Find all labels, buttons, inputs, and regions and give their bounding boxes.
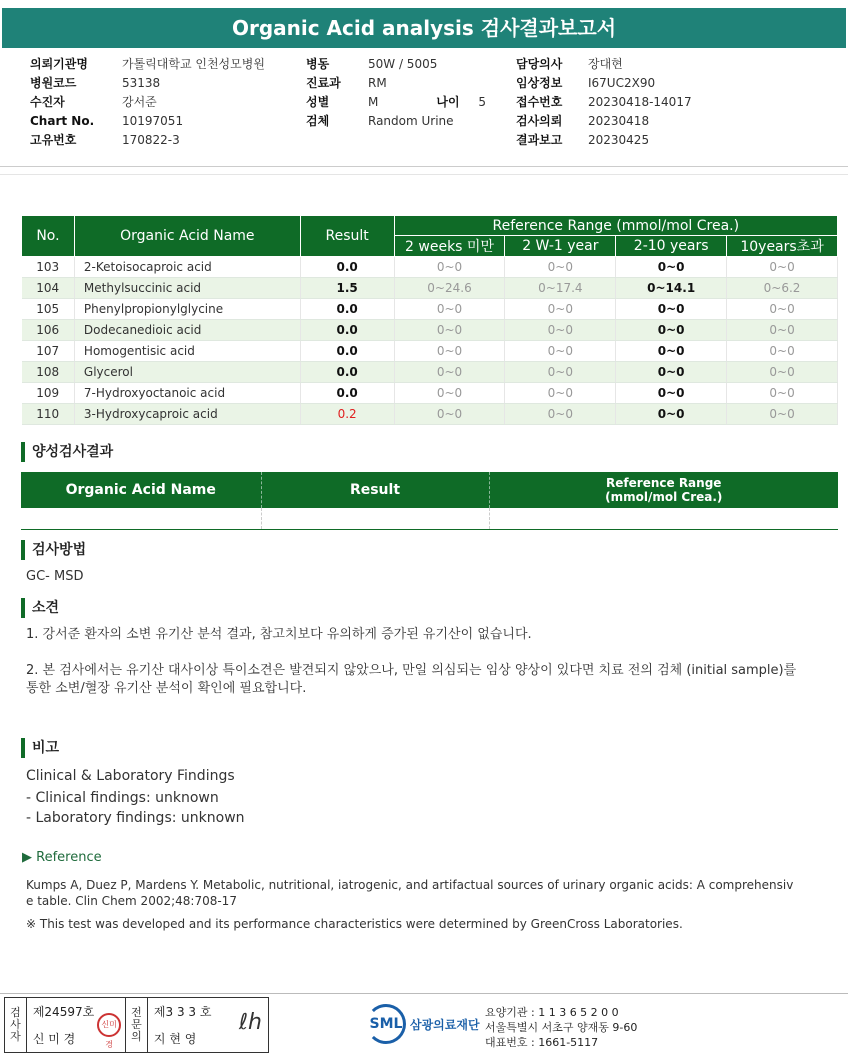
age-value: 5	[478, 95, 486, 109]
cell-range: 0~0	[727, 404, 838, 425]
pos-header-ref-line2: (mmol/mol Crea.)	[605, 490, 723, 504]
method-text: GC- MSD	[26, 569, 84, 584]
info-value: 53138	[122, 76, 161, 90]
empty-cell	[261, 508, 489, 529]
header-reference: Reference Range (mmol/mol Crea.)	[394, 216, 837, 236]
cell-range: 0~0	[616, 257, 727, 278]
findings-line2	[26, 662, 836, 698]
results-table	[21, 215, 838, 425]
cell-no: 108	[22, 362, 75, 383]
cell-name: Homogentisic acid	[74, 341, 300, 362]
cell-result: 0.0	[300, 383, 394, 404]
sig-label-char: 자	[10, 1030, 21, 1043]
cell-range: 0~0	[727, 362, 838, 383]
pos-header-reference	[489, 472, 838, 508]
section-method-title: 검사방법	[21, 540, 86, 560]
remarks-line2: - Clinical findings: unknown	[26, 790, 219, 806]
info-label: 임상정보	[516, 76, 563, 90]
lab-address	[485, 1005, 637, 1050]
reference-title: ▶ Reference	[22, 850, 102, 865]
info-label: 의뢰기관명	[30, 57, 88, 71]
cell-result-high: 0.2	[300, 404, 394, 425]
footer-divider	[0, 993, 848, 994]
sig-label-char: 전	[131, 1006, 142, 1019]
pos-header-ref-line1: Reference Range	[606, 476, 722, 490]
sig-block-specialist	[148, 998, 268, 1052]
sig-name: 신 미 경	[32, 1032, 76, 1046]
section-positive-title: 양성검사결과	[21, 442, 113, 462]
cell-no: 109	[22, 383, 75, 404]
cell-result: 0.0	[300, 257, 394, 278]
info-value: 강서준	[122, 95, 157, 109]
info-label: 결과보고	[516, 133, 563, 147]
empty-cell	[21, 508, 261, 529]
table-row	[22, 278, 838, 299]
info-value: M	[368, 95, 379, 109]
signature-box	[4, 997, 269, 1053]
sig-license-no: 제24597호	[32, 1005, 95, 1019]
cell-range: 0~0	[394, 320, 505, 341]
cell-range: 0~0	[727, 383, 838, 404]
header-range-3: 2-10 years	[616, 236, 727, 257]
addr-line: 요양기관 : 1 1 3 6 5 2 0 0	[485, 1006, 619, 1019]
cell-range: 0~0	[394, 383, 505, 404]
info-label: 진료과	[306, 76, 341, 90]
cell-range: 0~0	[505, 299, 616, 320]
info-label: 고유번호	[30, 133, 77, 147]
header-range-4: 10years초과	[727, 236, 838, 257]
cell-range: 0~0	[505, 383, 616, 404]
cell-name: 7-Hydroxyoctanoic acid	[74, 383, 300, 404]
cell-range: 0~0	[394, 404, 505, 425]
remarks-line1: Clinical & Laboratory Findings	[26, 768, 235, 784]
divider	[0, 174, 848, 175]
logo-text: 삼광의료재단	[410, 1017, 480, 1032]
sml-logo	[366, 1004, 480, 1044]
cell-range: 0~0	[394, 362, 505, 383]
table-row	[22, 383, 838, 404]
info-label: 병원코드	[30, 76, 77, 90]
age-label: 나이	[436, 95, 460, 109]
findings-line1: 1. 강서준 환자의 소변 유기산 분석 결과, 참고치보다 유의하게 증가된 유기산이 없습니다.	[26, 627, 532, 642]
header-range-1: 2 weeks 미만	[394, 236, 505, 257]
cell-no: 103	[22, 257, 75, 278]
cell-result: 1.5	[300, 278, 394, 299]
cell-range: 0~0	[616, 341, 727, 362]
sig-name: 지 현 영	[153, 1032, 197, 1046]
info-value: 50W / 5005	[368, 57, 438, 71]
cell-range: 0~0	[505, 404, 616, 425]
seal-stamp: 신미경	[97, 1013, 121, 1037]
pos-header-name: Organic Acid Name	[21, 472, 261, 508]
empty-cell	[489, 508, 838, 529]
sig-label-char: 검	[10, 1006, 21, 1019]
header-no: No.	[22, 216, 75, 257]
addr-line: 대표번호 : 1661-5117	[485, 1036, 599, 1049]
cell-no: 104	[22, 278, 75, 299]
cell-result: 0.0	[300, 299, 394, 320]
sig-block-inspector	[27, 998, 126, 1052]
cell-name: Dodecanedioic acid	[74, 320, 300, 341]
info-value: 20230425	[588, 133, 650, 147]
table-row	[22, 404, 838, 425]
cell-range: 0~0	[394, 257, 505, 278]
cell-no: 110	[22, 404, 75, 425]
cell-range: 0~0	[727, 257, 838, 278]
header-range-2: 2 W-1 year	[505, 236, 616, 257]
info-label: 담당의사	[516, 57, 563, 71]
info-value: 장대현	[588, 57, 623, 71]
cell-range: 0~6.2	[727, 278, 838, 299]
header-name: Organic Acid Name	[74, 216, 300, 257]
cell-result: 0.0	[300, 341, 394, 362]
cell-range: 0~0	[616, 320, 727, 341]
cell-range: 0~0	[616, 404, 727, 425]
info-value: I67UC2X90	[588, 76, 656, 90]
remarks-text	[26, 766, 245, 828]
cell-no: 107	[22, 341, 75, 362]
cell-range: 0~0	[727, 320, 838, 341]
cell-range: 0~0	[505, 341, 616, 362]
signature-scribble-icon: ℓh	[238, 1010, 262, 1035]
info-value: 170822-3	[122, 133, 180, 147]
cell-name: Phenylpropionylglycine	[74, 299, 300, 320]
section-remarks-title: 비고	[21, 738, 59, 758]
cell-name: Glycerol	[74, 362, 300, 383]
cell-range: 0~0	[505, 362, 616, 383]
table-row	[21, 508, 838, 529]
cell-range: 0~0	[727, 341, 838, 362]
cell-range: 0~0	[616, 299, 727, 320]
info-value: RM	[368, 76, 387, 90]
sig-label-specialist	[126, 998, 148, 1052]
table-row	[22, 341, 838, 362]
header-result: Result	[300, 216, 394, 257]
cell-no: 105	[22, 299, 75, 320]
info-label: Chart No.	[30, 114, 95, 128]
cell-range: 0~17.4	[505, 278, 616, 299]
info-label: 검사의뢰	[516, 114, 563, 128]
divider	[0, 166, 848, 167]
info-value: 20230418-14017	[588, 95, 692, 109]
cell-no: 106	[22, 320, 75, 341]
reference-note: ※ This test was developed and its performance characteristics were determined by GreenCross Laboratories.	[26, 917, 683, 931]
cell-result: 0.0	[300, 362, 394, 383]
table-row	[22, 362, 838, 383]
cell-name: 3-Hydroxycaproic acid	[74, 404, 300, 425]
cell-range: 0~0	[394, 341, 505, 362]
patient-info-col1	[30, 55, 265, 150]
info-label: 성별	[306, 95, 330, 109]
cell-range: 0~0	[394, 299, 505, 320]
cell-result: 0.0	[300, 320, 394, 341]
findings-line2b: 통한 소변/혈장 유기산 분석이 확인에 필요합니다.	[26, 681, 307, 696]
info-value: 20230418	[588, 114, 650, 128]
section-findings-title: 소견	[21, 598, 59, 618]
info-label: 병동	[306, 57, 330, 71]
table-row	[22, 257, 838, 278]
info-value: Random Urine	[368, 114, 454, 128]
cell-range: 0~0	[727, 299, 838, 320]
positive-results-table	[21, 472, 838, 530]
table-row	[22, 320, 838, 341]
info-value: 가톨릭대학교 인천성모병원	[122, 57, 265, 71]
pos-header-result: Result	[261, 472, 489, 508]
remarks-line3: - Laboratory findings: unknown	[26, 810, 245, 826]
cell-range: 0~14.1	[616, 278, 727, 299]
cell-range: 0~0	[616, 362, 727, 383]
sml-logo-icon: SML	[366, 1004, 406, 1044]
info-label: 수진자	[30, 95, 65, 109]
cell-range: 0~0	[505, 257, 616, 278]
cell-range: 0~0	[616, 383, 727, 404]
addr-line: 서울특별시 서초구 양재동 9-60	[485, 1021, 638, 1034]
info-label: 접수번호	[516, 95, 563, 109]
cell-name: 2-Ketoisocaproic acid	[74, 257, 300, 278]
cell-range: 0~24.6	[394, 278, 505, 299]
patient-info-col2	[306, 55, 498, 131]
table-row	[22, 299, 838, 320]
reference-citation-b: e table. Clin Chem 2002;48:708-17	[26, 894, 237, 908]
report-title: Organic Acid analysis 검사결과보고서	[2, 8, 846, 48]
sig-label-char: 사	[10, 1018, 21, 1031]
sig-label-char: 의	[131, 1030, 142, 1043]
sig-label-char: 문	[131, 1018, 142, 1031]
cell-range: 0~0	[505, 320, 616, 341]
info-value: 10197051	[122, 114, 184, 128]
sig-label-inspector	[5, 998, 27, 1052]
sig-license-no: 제3 3 3 호	[153, 1005, 212, 1019]
findings-line2a: 2. 본 검사에서는 유기산 대사이상 특이소견은 발견되지 않았으나, 만일 의심되는 임상 양상이 있다면 치료 전의 검체 (initial sample)를	[26, 663, 797, 678]
patient-info-col3	[516, 55, 692, 150]
cell-name: Methylsuccinic acid	[74, 278, 300, 299]
reference-citation-a: Kumps A, Duez P, Mardens Y. Metabolic, nutritional, iatrogenic, and artifactual sources of urinary organic acids: A comprehensiv	[26, 878, 794, 892]
reference-citation	[26, 877, 826, 909]
info-label: 검체	[306, 114, 330, 128]
